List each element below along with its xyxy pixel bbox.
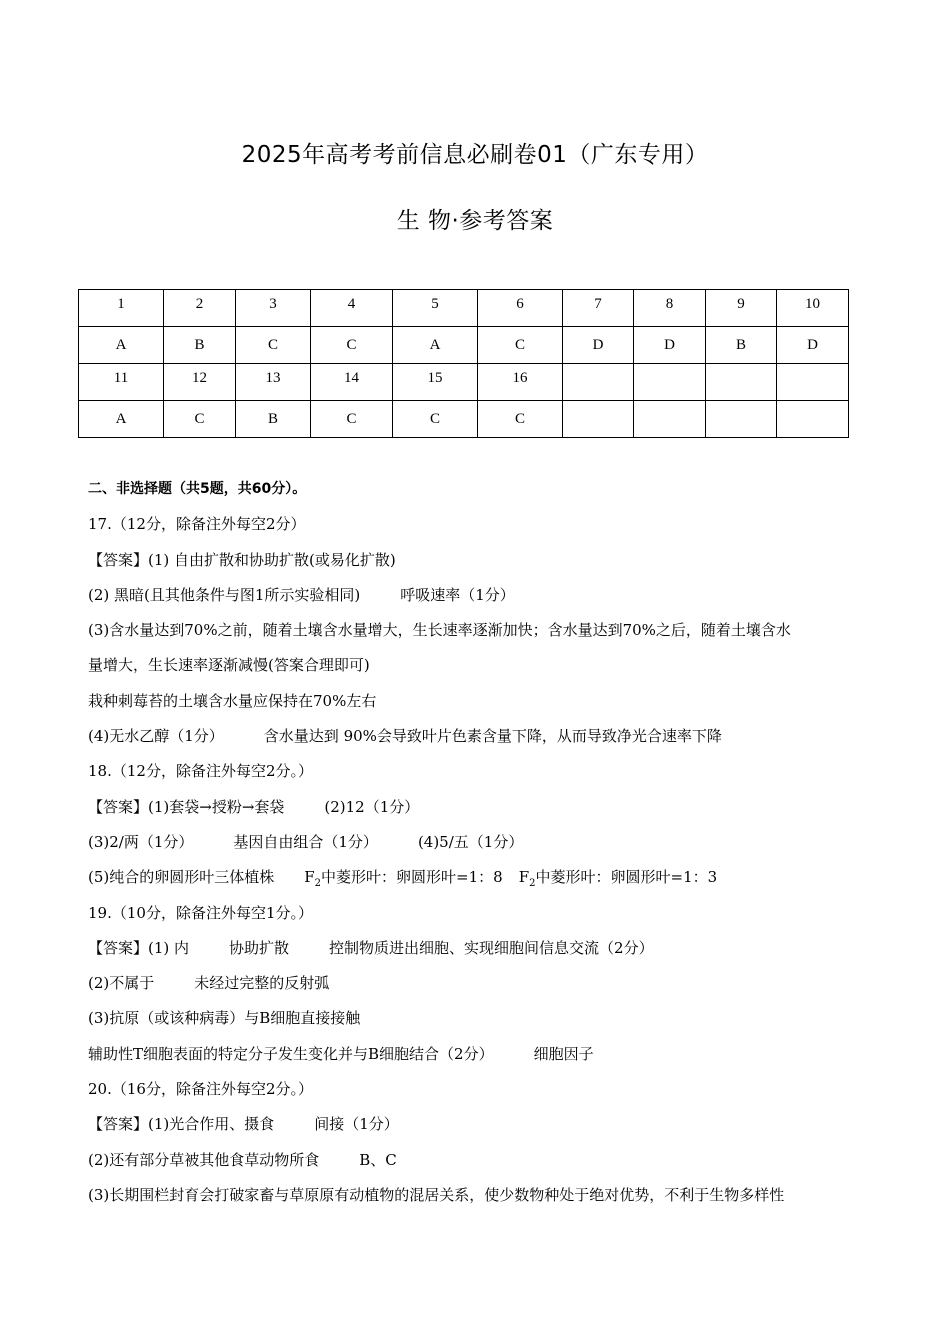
answer-cell: D xyxy=(563,327,634,364)
q18-3a: (5)纯合的卵圆形叶三体植株 xyxy=(88,868,275,887)
question-number-cell: 1 xyxy=(79,290,164,327)
answer-cell: B xyxy=(236,401,311,438)
q19-answer-2 xyxy=(88,966,878,1001)
q20-header: 20.（16分，除备注外每空2分。） xyxy=(88,1080,313,1099)
question-number-cell xyxy=(777,364,849,401)
q18-answer-2 xyxy=(88,825,878,860)
q19-1a: 【答案】(1) 内 xyxy=(88,938,190,957)
answer-cell: A xyxy=(79,401,164,438)
q17-4b: 含水量达到 90%会导致叶片色素含量下降，从而导致净光合速率下降 xyxy=(263,727,722,746)
question-number-cell: 4 xyxy=(311,290,393,327)
q18-header: 18.（12分，除备注外每空2分。） xyxy=(88,762,313,781)
question-number-cell: 12 xyxy=(164,364,236,401)
q19-1b: 协助扩散 xyxy=(229,938,290,957)
q18-1a: 【答案】(1)套袋→授粉→套袋 xyxy=(88,797,285,816)
answer-cell: A xyxy=(393,327,478,364)
answer-cell: C xyxy=(311,401,393,438)
question-number-cell: 3 xyxy=(236,290,311,327)
q20-2a: (2)还有部分草被其他食草动物所食 xyxy=(88,1150,320,1169)
answer-cell: C xyxy=(478,401,563,438)
q18-1b: (2)12（1分） xyxy=(324,797,420,816)
question-number-cell: 16 xyxy=(478,364,563,401)
q20-answer-2 xyxy=(88,1143,878,1178)
q20-2b: B、C xyxy=(359,1150,397,1169)
q18-answer-3 xyxy=(88,860,878,895)
q17-2b: 呼吸速率（1分） xyxy=(400,585,515,604)
q19-2b: 未经过完整的反射弧 xyxy=(194,974,330,993)
answer-table-row xyxy=(79,290,849,327)
q19-4a: 辅助性T细胞表面的特定分子发生变化并与B细胞结合（2分） xyxy=(88,1044,494,1063)
question-number-cell: 10 xyxy=(777,290,849,327)
page-subtitle: 生 物·参考答案 xyxy=(396,208,554,234)
q19-answer-1 xyxy=(88,931,878,966)
answer-cell: C xyxy=(393,401,478,438)
question-number-cell: 14 xyxy=(311,364,393,401)
q17-answer-3: (3)含水量达到70%之前，随着土壤含水量增大，生长速率逐渐加快；含水量达到70%之后，随着土壤含水 xyxy=(88,621,791,640)
q17-answer-3-extra: 栽种刺莓苔的土壤含水量应保持在70%左右 xyxy=(88,691,377,710)
q19-answer-4 xyxy=(88,1037,878,1072)
question-number-cell: 9 xyxy=(706,290,777,327)
q17-2a: (2) 黑暗(且其他条件与图1所示实验相同) xyxy=(88,585,361,604)
q18-2c: (4)5/五（1分） xyxy=(417,832,524,851)
question-number-cell xyxy=(563,364,634,401)
answer-cell: C xyxy=(236,327,311,364)
q18-3b: 中菱形叶：卵圆形叶=1：8 xyxy=(321,868,503,887)
answer-cell xyxy=(634,401,706,438)
answer-cell xyxy=(563,401,634,438)
q17-answer-3-cont: 量增大，生长速率逐渐减慢(答案合理即可) xyxy=(88,656,370,675)
q17-answer-1: 【答案】(1) 自由扩散和协助扩散(或易化扩散) xyxy=(88,550,396,569)
q18-3b-pre: F xyxy=(304,868,315,887)
q19-4b: 细胞因子 xyxy=(533,1044,594,1063)
q18-2a: (3)2/两（1分） xyxy=(88,832,194,851)
answer-cell: C xyxy=(311,327,393,364)
answer-table-row xyxy=(79,364,849,401)
answer-cell: B xyxy=(706,327,777,364)
answer-cell: D xyxy=(777,327,849,364)
q17-4a: (4)无水乙醇（1分） xyxy=(88,727,224,746)
answer-body xyxy=(88,472,878,1213)
q20-answer-1 xyxy=(88,1107,878,1142)
page-title: 2025年高考考前信息必刷卷01（广东专用） xyxy=(241,142,709,168)
question-number-cell: 7 xyxy=(563,290,634,327)
q18-3c-pre: F xyxy=(518,868,530,887)
q20-1a: 【答案】(1)光合作用、摄食 xyxy=(88,1115,275,1134)
q18-answer-1 xyxy=(88,790,878,825)
question-number-cell: 2 xyxy=(164,290,236,327)
q17-header: 17.（12分，除备注外每空2分） xyxy=(88,515,306,534)
answer-cell: B xyxy=(164,327,236,364)
question-number-cell: 8 xyxy=(634,290,706,327)
q19-1c: 控制物质进出细胞、实现细胞间信息交流（2分） xyxy=(329,938,654,957)
answer-table-row xyxy=(79,327,849,364)
q17-answer-2 xyxy=(88,578,878,613)
answer-cell: D xyxy=(634,327,706,364)
question-number-cell: 11 xyxy=(79,364,164,401)
answer-table xyxy=(78,289,849,438)
question-number-cell: 6 xyxy=(478,290,563,327)
question-number-cell: 5 xyxy=(393,290,478,327)
answer-cell: C xyxy=(164,401,236,438)
question-number-cell: 13 xyxy=(236,364,311,401)
section-heading: 二、非选择题（共5题，共60分）。 xyxy=(88,481,307,497)
answer-table-row xyxy=(79,401,849,438)
answer-cell: A xyxy=(79,327,164,364)
q19-2a: (2)不属于 xyxy=(88,974,155,993)
q18-3c-sub: 2 xyxy=(529,878,536,890)
question-number-cell: 15 xyxy=(393,364,478,401)
answer-cell: C xyxy=(478,327,563,364)
q19-answer-3: (3)抗原（或该种病毒）与B细胞直接接触 xyxy=(88,1009,361,1028)
question-number-cell xyxy=(706,364,777,401)
q18-3b-sub: 2 xyxy=(314,878,322,890)
question-number-cell xyxy=(634,364,706,401)
q19-header: 19.（10分，除备注外每空1分。） xyxy=(88,903,313,922)
q18-3c: 中菱形叶：卵圆形叶=1：3 xyxy=(535,868,718,887)
q17-answer-4 xyxy=(88,719,878,754)
q18-2b: 基因自由组合（1分） xyxy=(233,832,378,851)
answer-cell xyxy=(777,401,849,438)
q20-answer-3: (3)长期围栏封育会打破家畜与草原原有动植物的混居关系，使少数物种处于绝对优势，不利于生物多样性 xyxy=(88,1185,785,1204)
answer-cell xyxy=(706,401,777,438)
q20-1b: 间接（1分） xyxy=(314,1115,399,1134)
